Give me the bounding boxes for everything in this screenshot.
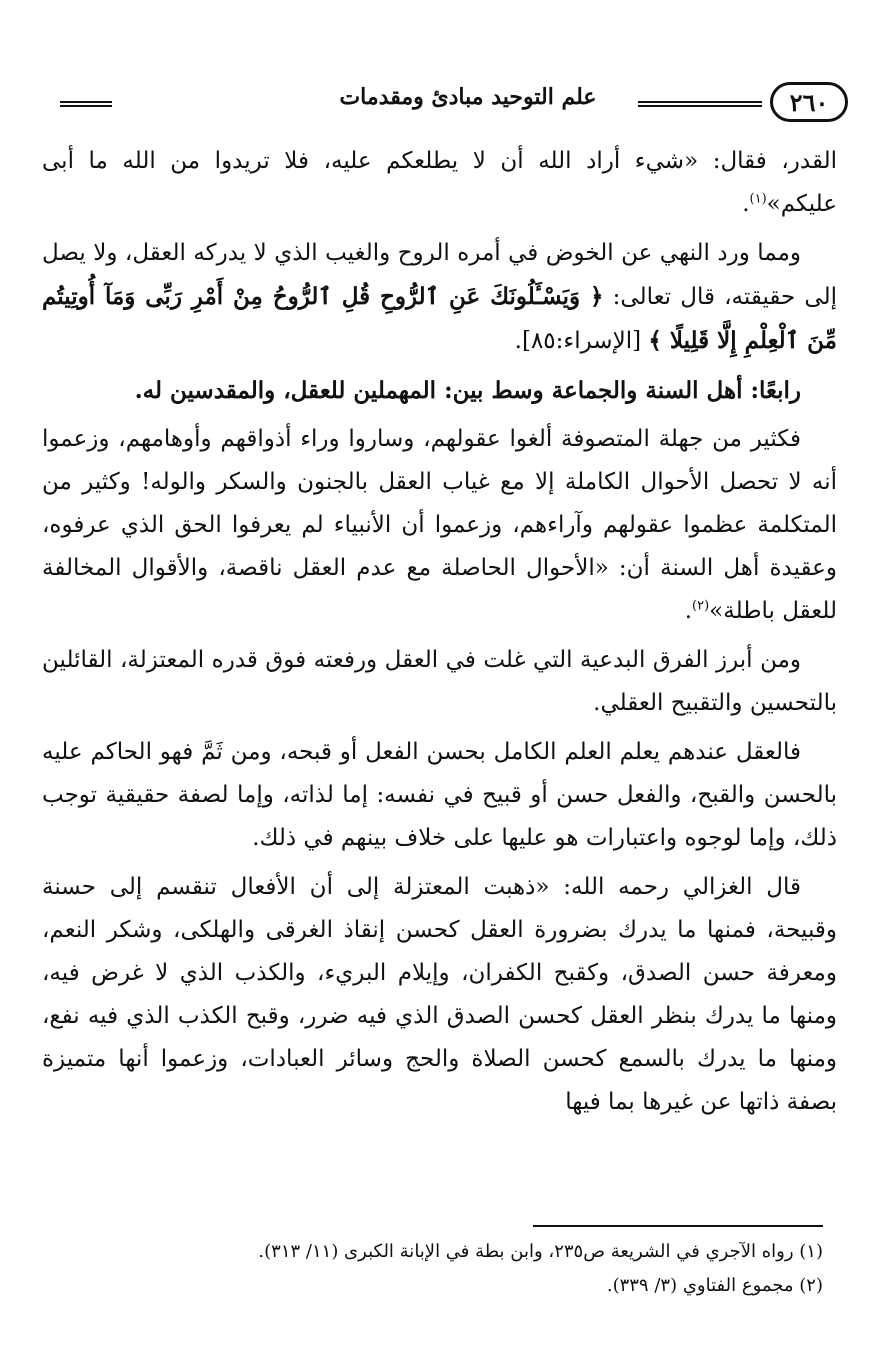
footnote-1: (١) رواه الآجري في الشريعة ص٢٣٥، وابن بطة في الإبانة الكبرى (١١/ ٣١٣). [258,1241,823,1262]
section-heading: رابعًا: أهل السنة والجماعة وسط بين: المهملين للعقل، والمقدسين له. [134,377,801,404]
paragraph-2 [42,232,837,363]
page-number: ٢٦٠ [770,82,848,122]
footnote-ref-2: (٢) [692,598,710,614]
paragraph-2-text: ومما ورد النهي عن الخوض في أمره الروح والغيب الذي لا يدركه العقل، ولا يصل إلى حقيقته، قال تعالى: [42,240,837,310]
paragraph-1-tail: . [742,191,750,217]
footnote-ref-1: (١) [749,191,767,207]
footnote-separator [533,1225,823,1227]
quran-verse: ﴿ وَيَسْـَٔلُونَكَ عَنِ ٱلرُّوحِ قُلِ ٱلرُّوحُ مِنْ أَمْرِ رَبِّى وَمَآ أُوتِيتُم مِّنَ ٱلْعِلْمِ إِلَّا قَلِيلًا ﴾ [42,283,837,354]
paragraph-4: ومن أبرز الفرق البدعية التي غلت في العقل ورفعته فوق قدره المعتزلة، القائلين بالتحسين والتقبيح العقلي. [42,647,837,716]
paragraph-3-text: فكثير من جهلة المتصوفة ألغوا عقولهم، وساروا وراء أذواقهم وأوهامهم، وزعموا أنه لا تحصل الأحوال الكاملة إلا مع غياب العقل بالجنون والسكر والوله! وكثير من المتكلمة عظموا عقولهم وآراءهم، وزعموا أن الأنبياء لم يعرفوا الحق الذي عرفوه، وعقيدة أهل السنة أن: «الأحوال الحاصلة مع عدم العقل ناقصة، والأقوال المخالفة للعقل باطلة» [42,426,837,624]
paragraph-5: فالعقل عندهم يعلم العلم الكامل بحسن الفعل أو قبحه، ومن ثَمَّ فهو الحاكم عليه بالحسن والقبح، والفعل حسن أو قبيح في نفسه: إما لذاته، وإما لصفة حقيقية توجب ذلك، وإما لوجوه واعتبارات هو عليها على خلاف بينهم في ذلك. [42,739,837,851]
paragraph-3 [42,418,837,633]
page-body [42,140,837,1130]
header-rule-right [638,101,762,107]
page-header [50,78,848,130]
footnote-2: (٢) مجموع الفتاوي (٣/ ٣٣٩). [606,1275,823,1296]
paragraph-1-text: القدر، فقال: «شيء أراد الله أن لا يطلعكم عليه، فلا تريدوا من الله ما أبى عليكم» [42,148,837,217]
verse-reference: [الإسراء:٨٥]. [514,328,642,354]
paragraph-1 [42,140,837,226]
header-rule-left [60,101,112,107]
running-title: علم التوحيد مبادئ ومقدمات [339,84,597,110]
paragraph-3-tail: . [684,598,693,624]
footnotes [43,1235,823,1303]
paragraph-6: قال الغزالي رحمه الله: «ذهبت المعتزلة إلى أن الأفعال تنقسم إلى حسنة وقبيحة، فمنها ما يدرك بضرورة العقل كحسن إنقاذ الغرقى والهلكى، وشكر النعم، ومعرفة حسن الصدق، وكقبح الكفران، وإيلام البريء، والكذب الذي لا غرض فيه، ومنها ما يدرك بنظر العقل كحسن الصدق الذي فيه ضرر، وقبح الكذب الذي فيه نفع، ومنها ما يدرك بالسمع كحسن الصلاة والحج وسائر العبادات، وزعموا أنها متميزة بصفة ذاتها عن غيرها بما فيها [42,874,837,1115]
